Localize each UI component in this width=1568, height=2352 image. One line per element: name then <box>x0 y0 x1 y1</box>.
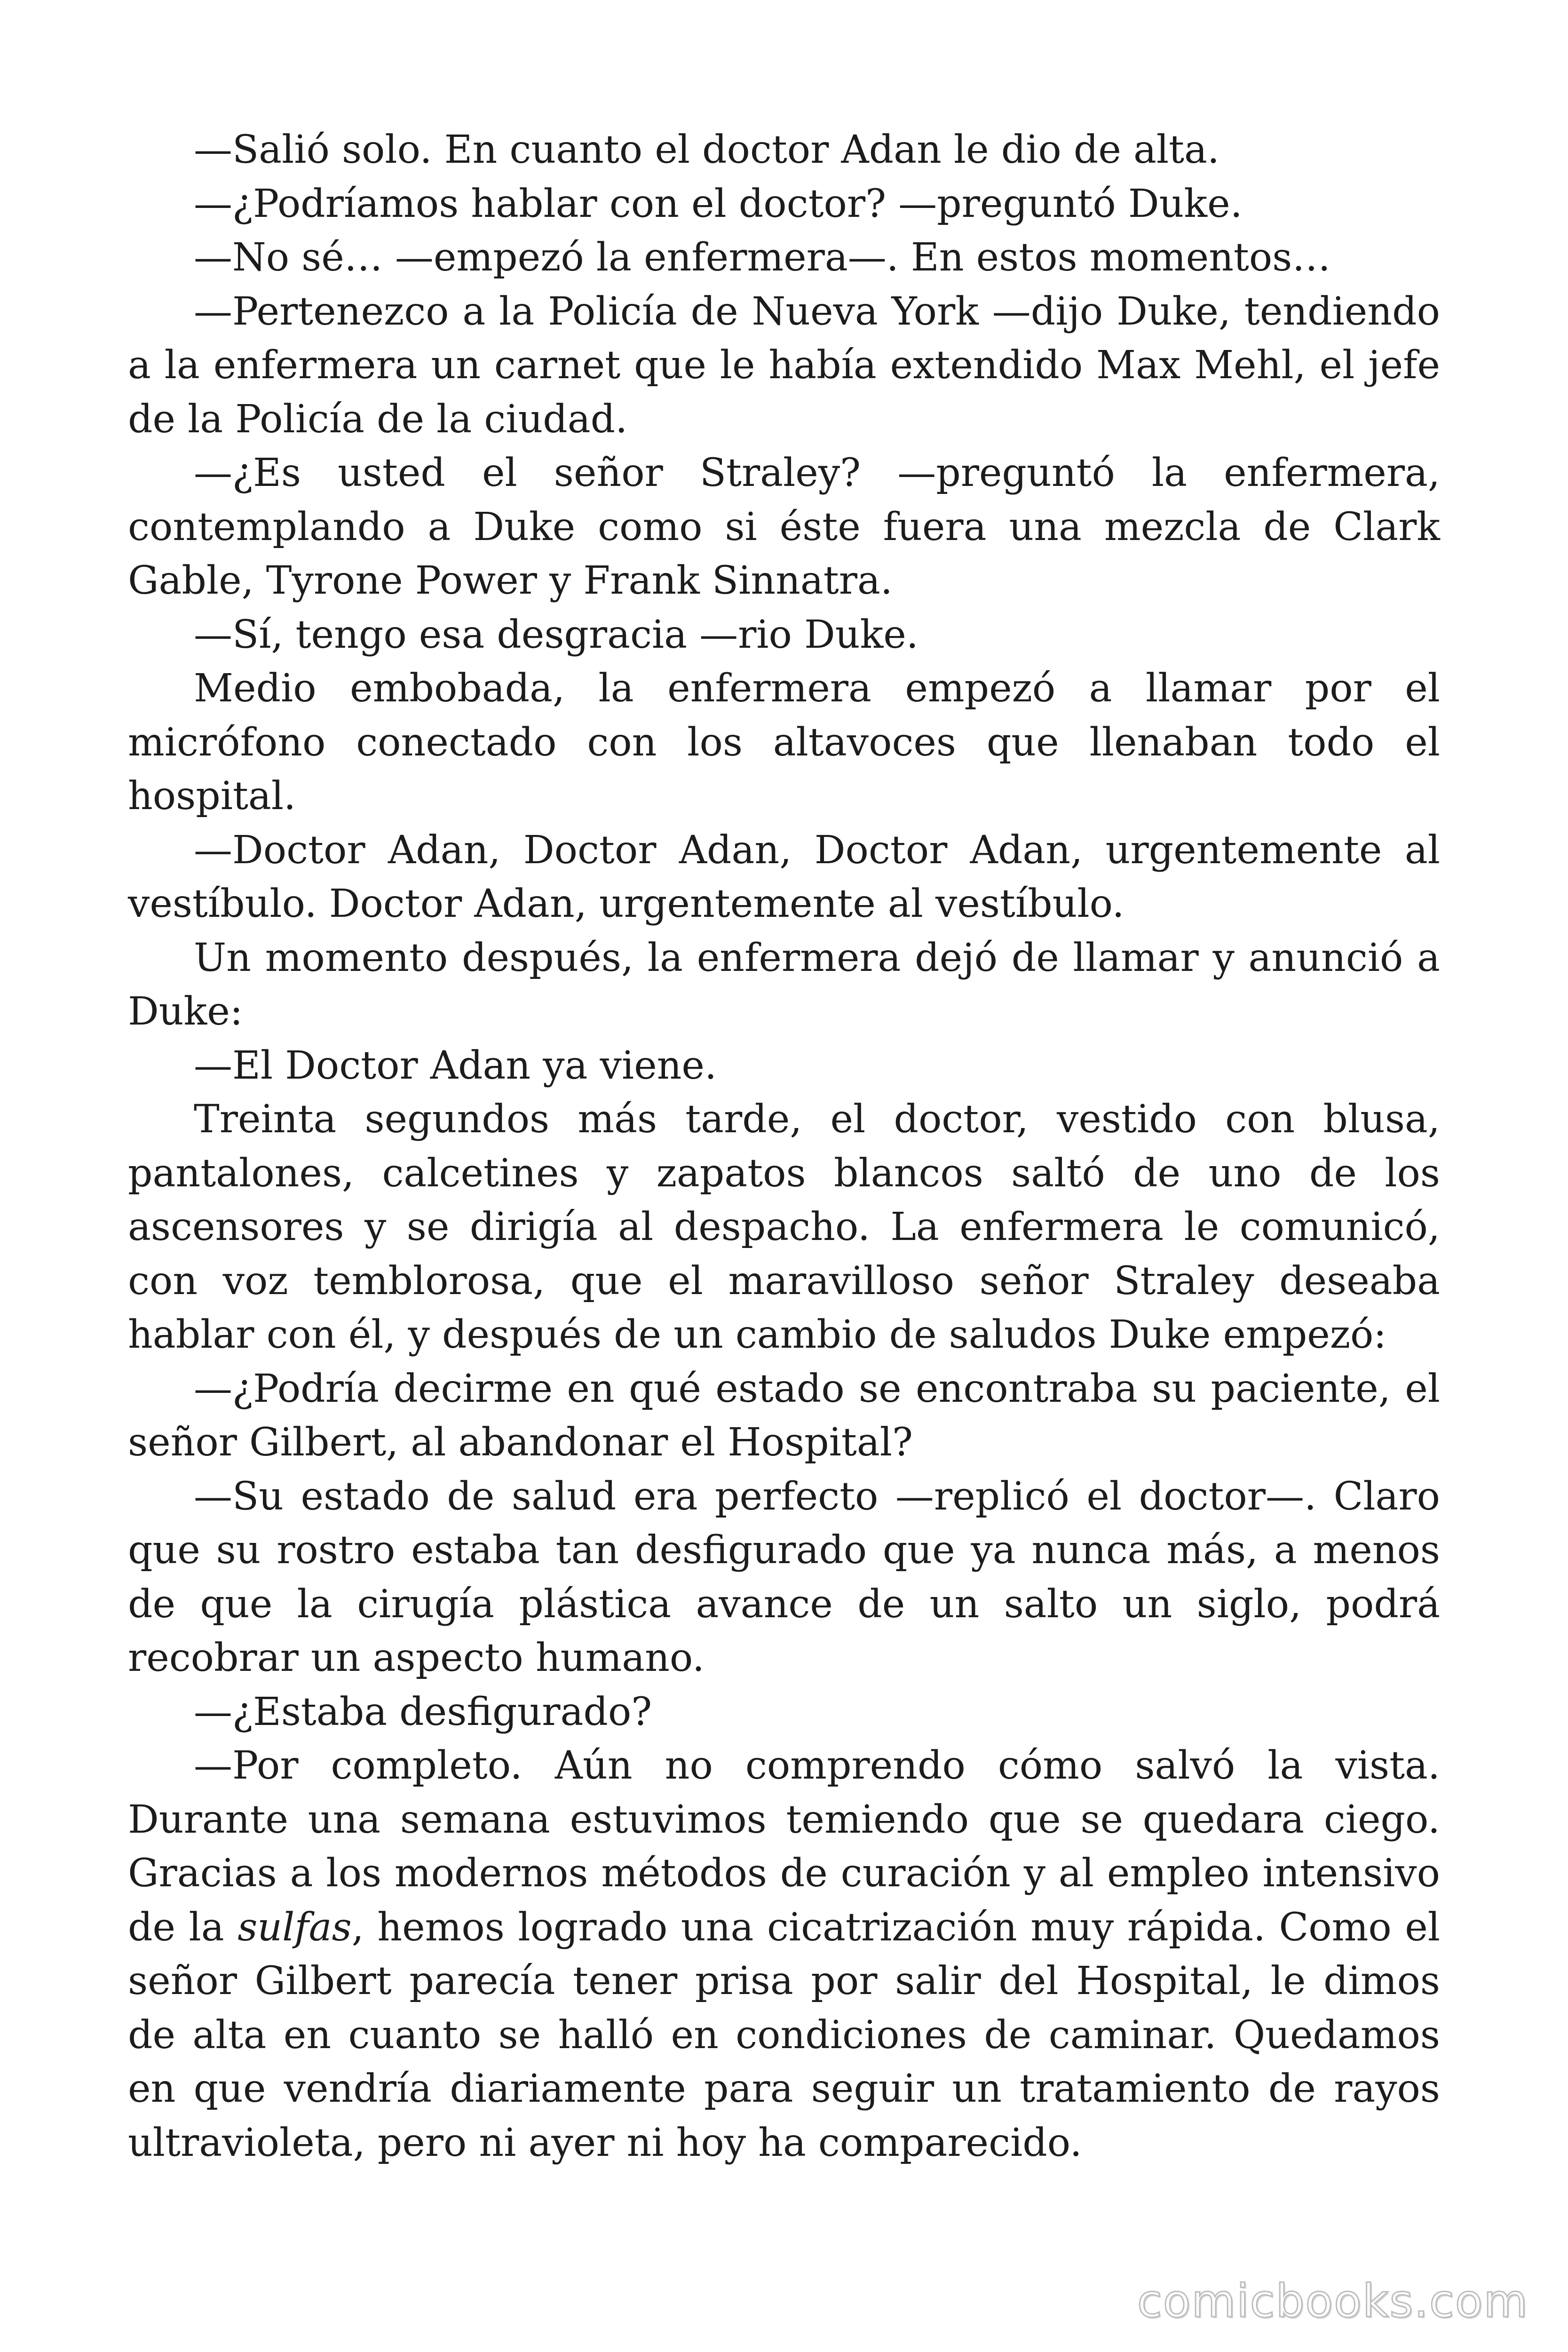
italic-term: sulfas <box>238 1905 352 1950</box>
paragraph: —El Doctor Adan ya viene. <box>194 1043 717 1088</box>
paragraph: —Doctor Adan, Doctor Adan, Doctor Adan, urgentemente al vestíbulo. Doctor Adan, urgentemente al vestíbulo. <box>128 827 1440 926</box>
paragraph: —¿Podríamos hablar con el doctor? —preguntó Duke. <box>194 181 1243 226</box>
paragraph: Un momento después, la enfermera dejó de llamar y anunció a Duke: <box>128 935 1440 1034</box>
paragraph: —¿Estaba desfigurado? <box>194 1689 652 1734</box>
paragraph: —¿Es usted el señor Straley? —preguntó la enfermera, contemplando a Duke como si éste fuera una mezcla de Clark Gable, Tyrone Power y Frank Sinnatra. <box>128 451 1440 603</box>
paragraph: —Sí, tengo esa desgracia —rio Duke. <box>194 612 919 657</box>
watermark: comicbooks.com <box>1137 2275 1528 2328</box>
page-body-text <box>128 123 1440 2170</box>
paragraph: —¿Podría decirme en qué estado se encontraba su paciente, el señor Gilbert, al abandonar el Hospital? <box>128 1366 1440 1465</box>
paragraph: Treinta segundos más tarde, el doctor, vestido con blusa, pantalones, calcetines y zapatos blancos saltó de uno de los ascensores y se dirigía al despacho. La enfermera le comunicó, con voz temblorosa, que el maravilloso señor Straley deseaba hablar con él, y después de un cambio de saludos Duke empezó: <box>128 1097 1440 1357</box>
paragraph: —Salió solo. En cuanto el doctor Adan le dio de alta. <box>194 127 1220 172</box>
paragraph: —No sé… —empezó la enfermera—. En estos momentos… <box>194 235 1331 280</box>
paragraph-text-before: —Por completo. Aún no comprendo cómo salvó la vista. Durante una semana estuvimos temiendo que se quedara ciego. Gracias a los modernos métodos de curación y al empleo intensivo de la <box>128 1743 1440 1950</box>
paragraph-text-after: , hemos logrado una cicatrización muy rápida. Como el señor Gilbert parecía tener prisa por salir del Hospital, le dimos de alta en cuanto se halló en condiciones de caminar. Quedamos en que vendría diariamente para seguir un tratamiento de rayos ultravioleta, pero ni ayer ni hoy ha comparecido. <box>128 1905 1441 2165</box>
paragraph: —Su estado de salud era perfecto —replicó el doctor—. Claro que su rostro estaba tan desfigurado que ya nunca más, a menos de que la cirugía plástica avance de un salto un siglo, podrá recobrar un aspecto humano. <box>128 1474 1440 1680</box>
paragraph: —Pertenezco a la Policía de Nueva York —dijo Duke, tendiendo a la enfermera un carnet que le había extendido Max Mehl, el jefe de la Policía de la ciudad. <box>128 289 1440 442</box>
paragraph: Medio embobada, la enfermera empezó a llamar por el micrófono conectado con los altavoces que llenaban todo el hospital. <box>128 666 1440 818</box>
last-paragraph <box>128 1739 1440 2170</box>
